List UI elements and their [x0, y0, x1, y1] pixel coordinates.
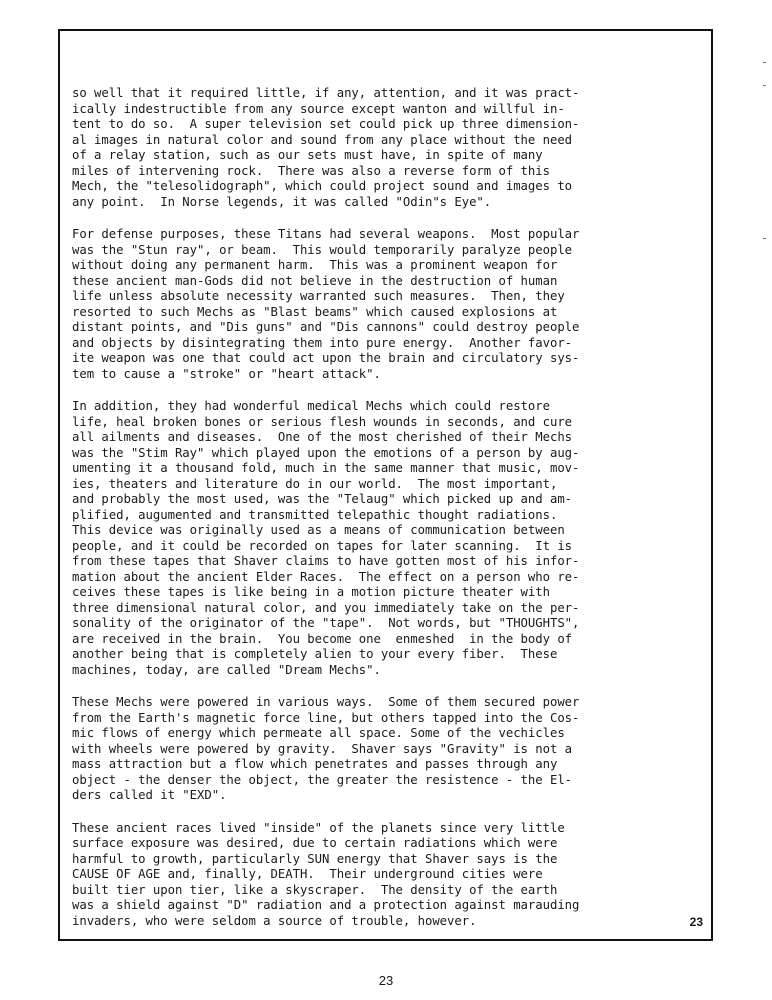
text-line: mic flows of energy which permeate all space. Some of the vechicles	[72, 726, 565, 740]
page-frame	[58, 29, 713, 941]
text-line: mation about the ancient Elder Races. The effect on a person who re-	[72, 569, 580, 584]
text-line: from the Earth's magnetic force line, but others tapped into the Cos-	[72, 710, 580, 725]
text-line: This device was originally used as a means of communication between	[72, 523, 565, 537]
text-line: and probably the most used, was the "Telaug" which picked up and am-	[72, 492, 573, 506]
text-line: plified, augumented and transmitted telepathic thought radiations.	[72, 507, 558, 522]
paragraph	[72, 399, 700, 678]
text-line: was the "Stim Ray" which played upon the emotions of a person by aug-	[72, 445, 580, 460]
text-line: of a relay station, such as our sets must have, in spite of many	[72, 148, 543, 162]
text-line: these ancient man-Gods did not believe in the destruction of human	[72, 273, 558, 288]
text-line: resorted to such Mechs as "Blast beams" which caused explosions at	[72, 304, 558, 319]
text-line: ies, theaters and literature do in our world. The most important,	[72, 476, 558, 491]
paragraph	[72, 695, 700, 804]
text-line: Mech, the "telesolidograph", which could project sound and images to	[72, 179, 573, 193]
text-line: was a shield against "D" radiation and a protection against marauding	[72, 898, 580, 912]
text-line: three dimensional natural color, and you immediately take on the per-	[72, 600, 580, 615]
text-line: These ancient races lived "inside" of the planets since very little	[72, 820, 565, 835]
text-line: ically indestructible from any source except wanton and willful in-	[72, 101, 565, 116]
text-line: without doing any permanent harm. This was a prominent weapon for	[72, 258, 558, 272]
text-line: built tier upon tier, like a skyscraper. The density of the earth	[72, 882, 558, 897]
text-line: tem to cause a "stroke" or "heart attack".	[72, 366, 381, 381]
text-line: ders called it "EXD".	[72, 788, 227, 802]
margin-speck	[763, 85, 766, 86]
text-line: mass attraction but a flow which penetrates and passes through any	[72, 757, 558, 771]
text-line: invaders, who were seldom a source of trouble, however.	[72, 913, 477, 928]
text-line: life, heal broken bones or serious flesh wounds in seconds, and cure	[72, 414, 573, 429]
text-line: CAUSE OF AGE and, finally, DEATH. Their underground cities were	[72, 867, 543, 881]
text-line: with wheels were powered by gravity. Shaver says "Gravity" is not a	[72, 741, 573, 756]
margin-speck	[763, 62, 766, 63]
text-line: miles of intervening rock. There was also a reverse form of this	[72, 163, 550, 178]
text-line: distant points, and "Dis guns" and "Dis cannons" could destroy people	[72, 320, 580, 334]
text-line: surface exposure was desired, due to certain radiations which were	[72, 836, 558, 850]
text-line: and objects by disintegrating them into pure energy. Another favor-	[72, 335, 573, 350]
paragraph	[72, 227, 700, 382]
text-line: ite weapon was one that could act upon the brain and circulatory sys-	[72, 351, 580, 365]
body-text	[72, 86, 700, 946]
text-line: any point. In Norse legends, it was called "Odin"s Eye".	[72, 194, 492, 209]
text-line: are received in the brain. You become one enmeshed in the body of	[72, 631, 573, 646]
text-line: life unless absolute necessity warranted such measures. Then, they	[72, 289, 565, 303]
text-line: tent to do so. A super television set could pick up three dimension-	[72, 117, 580, 131]
text-line: was the "Stun ray", or beam. This would temporarily paralyze people	[72, 242, 573, 257]
paragraph	[72, 86, 700, 210]
paragraph	[72, 821, 700, 930]
margin-speck	[763, 238, 766, 239]
text-line: umenting it a thousand fold, much in the same manner that music, mov-	[72, 461, 580, 475]
text-line: so well that it required little, if any, attention, and it was pract-	[72, 86, 580, 100]
text-line: object - the denser the object, the greater the resistence - the El-	[72, 772, 573, 787]
text-line: machines, today, are called "Dream Mechs".	[72, 662, 381, 677]
text-line: people, and it could be recorded on tapes for later scanning. It is	[72, 538, 573, 553]
text-line: In addition, they had wonderful medical Mechs which could restore	[72, 399, 550, 413]
text-line: from these tapes that Shaver claims to have gotten most of his infor-	[72, 554, 580, 568]
footer-page-number: 23	[378, 973, 394, 988]
text-line: ceives these tapes is like being in a motion picture theater with	[72, 585, 550, 599]
text-line: For defense purposes, these Titans had several weapons. Most popular	[72, 227, 580, 241]
text-line: all ailments and diseases. One of the most cherished of their Mechs	[72, 430, 573, 444]
text-line: another being that is completely alien to your every fiber. These	[72, 647, 558, 661]
text-line: These Mechs were powered in various ways. Some of them secured power	[72, 695, 580, 709]
text-line: sonality of the originator of the "tape". Not words, but "THOUGHTS",	[72, 616, 580, 630]
text-line: harmful to growth, particularly SUN energy that Shaver says is the	[72, 851, 558, 866]
text-line: al images in natural color and sound from any place without the need	[72, 132, 573, 147]
inner-page-number: 23	[689, 915, 703, 929]
